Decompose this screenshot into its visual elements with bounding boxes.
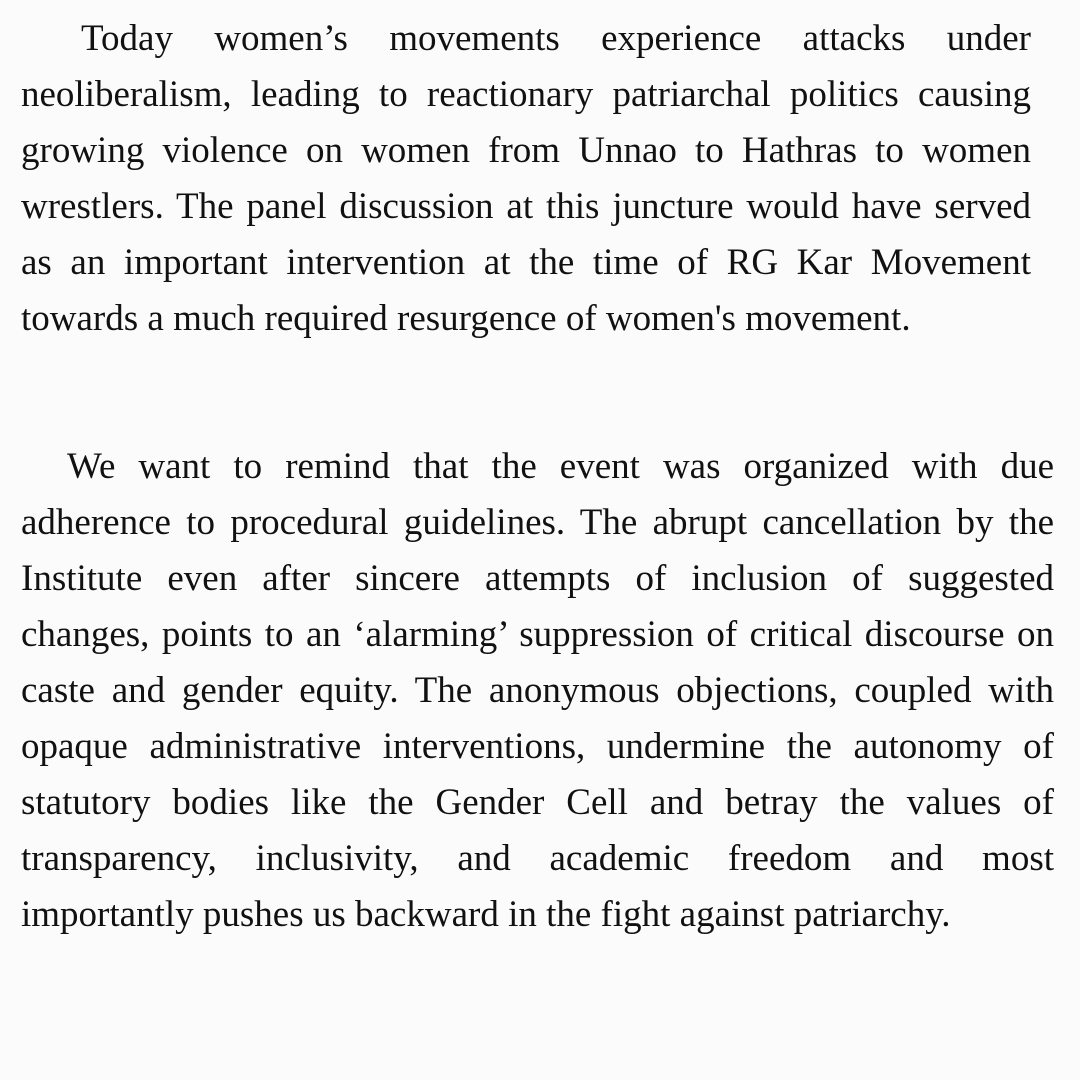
paragraph-event-cancellation: We want to remind that the event was organized with due adherence to procedural guidelines. The abrupt cancellation by the Institute even after sincere attempts of inclusion of suggested changes, points to an ‘alarming’ suppression of critical discourse on caste and gender equity. The anonymous objections, coupled with opaque administrative interventions, undermine the autonomy of statutory bodies like the Gender Cell and betray the values of transparency, inclusivity, and academic freedom and most importantly pushes us backward in the fight against patriarchy.: [21, 446, 1054, 935]
paragraph-women-movements: Today women’s movements experience attacks under neoliberalism, leading to reactionary patriarchal politics causing growing violence on women from Unnao to Hathras to women wrestlers. The panel discussion at this juncture would have served as an important intervention at the time of RG Kar Movement towards a much required resurgence of women's movement.: [21, 18, 1031, 339]
